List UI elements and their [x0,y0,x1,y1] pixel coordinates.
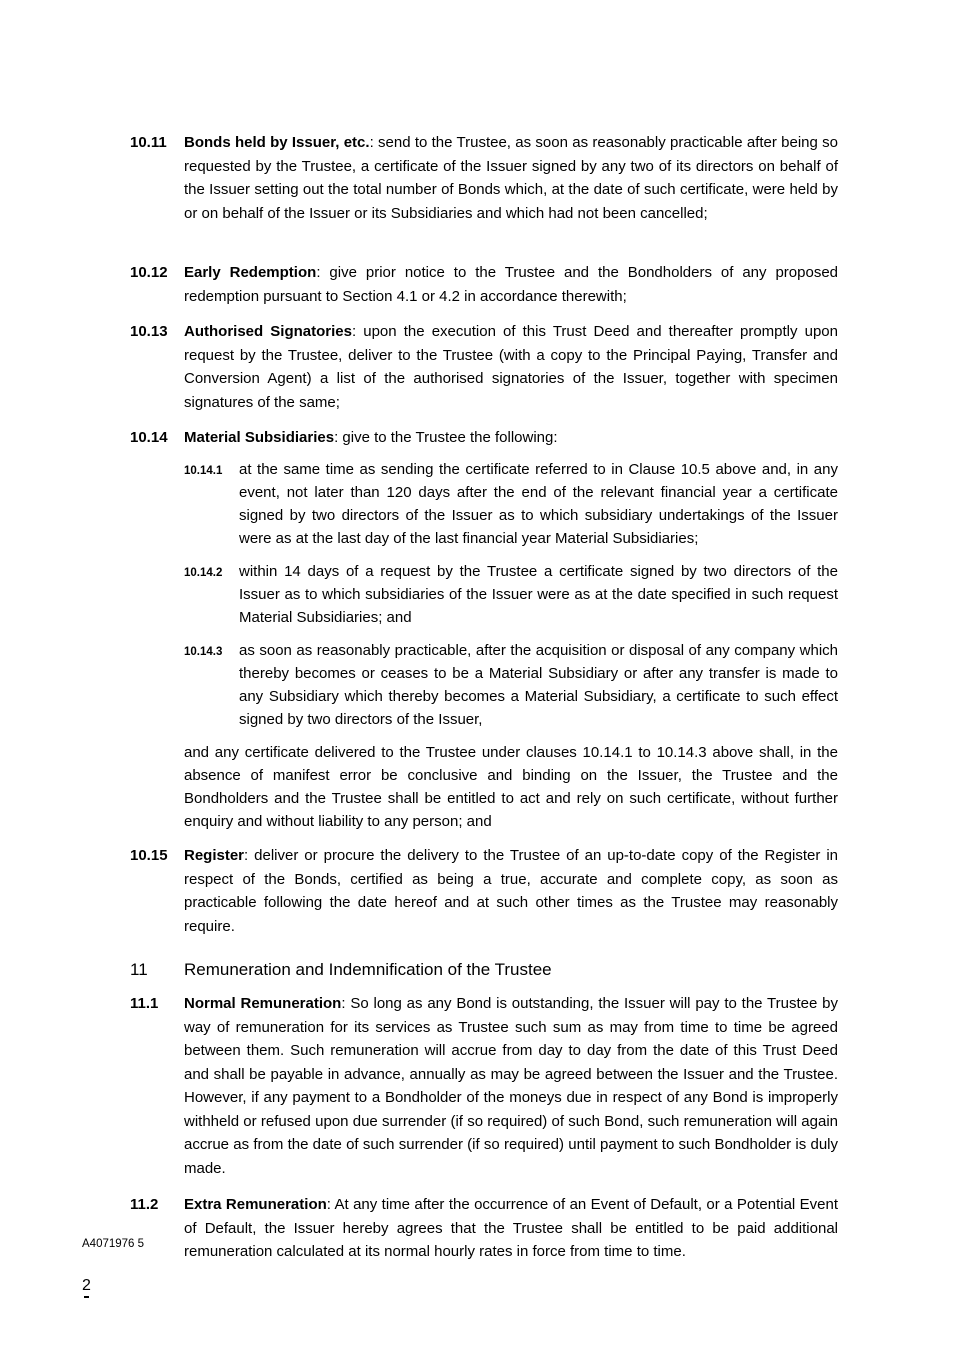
clause-number: 11.1 [130,995,159,1012]
clause-title: Normal Remuneration [184,995,342,1012]
section-title: Remuneration and Indemnification of the Trustee [184,960,552,979]
subclause-number: 10.14.3 [184,646,223,658]
clause-10-12 [130,261,838,308]
clause-text: : At any time after the occurrence of an Event of Default, or a Potential Event of Default, the Issuer hereby agrees that the Trustee shall be entitled to be paid additional remuneration calculated at its normal hourly rates in force from time to time. [184,1196,839,1260]
clause-text: : send to the Trustee, as soon as reasonably practicable after being so requested by the Trustee, a certificate of the Issuer signed by any two of its directors on behalf of the Issuer setting out the total number of Bonds which, at the date of such certificate, were held by or on behalf of the Issuer or its Subsidiaries and which had not been cancelled; [184,134,838,222]
clause-text: : give to the Trustee the following: [334,429,558,446]
clause-10-14-closing-paragraph: and any certificate delivered to the Trustee under clauses 10.14.1 to 10.14.3 above shall, in the absence of manifest error be conclusive and binding on the Issuer, the Trustee and the Bondholders and the Trustee shall be entitled to act and rely on such certificate, without further enquiry and without liability to any person; and [184,744,838,830]
clause-11-2 [130,1193,838,1264]
clause-title: Early Redemption [184,264,317,281]
subclause-10-14-2 [184,560,838,629]
clause-10-13 [130,320,838,414]
subclause-text: as soon as reasonably practicable, after the acquisition or disposal of any company which thereby becomes or ceases to be a Material Subsidiary or after any transfer is made to any Subsidiary which thereby becomes a Material Subsidiary, a certificate to such effect signed by two directors of the Issuer, [239,642,838,728]
clause-title: Register [184,847,245,864]
section-number: 11 [130,960,148,979]
subclause-10-14-3 [184,639,838,731]
subclause-10-14-1 [184,458,838,550]
page-number: 2 [82,1277,91,1294]
clause-title: Authorised Signatories [184,323,352,340]
section-heading-11 [130,958,838,982]
clause-11-1 [130,992,838,1180]
clause-title: Bonds held by Issuer, etc. [184,134,370,151]
document-reference: A4071976 5 [82,1238,145,1250]
clause-number: 11.2 [130,1196,159,1213]
clause-text: : So long as any Bond is outstanding, the Issuer will pay to the Trustee by way of remuneration for its services as Trustee such sum as may from time to time be agreed between them. Such remuneration will accrue from day to day from the date of this Trust Deed and shall be payable in advance, annually as may be agreed between the Issuer and the Trustee. However, if any payment to a Bondholder of the moneys due in respect of any Bond is improperly withheld or refused upon due surrender (if so required) of such Bond, such remuneration will again accrue as from the date of such surrender (if so required) until payment to such Bondholder is duly made. [184,995,838,1177]
clause-10-15 [130,844,838,938]
clause-text: : deliver or procure the delivery to the Trustee of an up-to-date copy of the Register in respect of the Bonds, certified as being a true, accurate and complete copy, as soon as practicable following the date hereof and at such other times as the Trustee may reasonably require. [184,847,838,935]
clause-title: Extra Remuneration [184,1196,327,1213]
subclause-text: within 14 days of a request by the Trustee a certificate signed by two directors of the Issuer as to which subsidiaries of the Issuer were as at the date specified in such request Material Subsidiaries; and [239,563,838,626]
clause-number: 10.15 [130,847,168,864]
clause-number: 10.12 [130,264,168,281]
clause-number: 10.14 [130,429,168,446]
clause-number: 10.13 [130,323,168,340]
subclause-number: 10.14.1 [184,465,223,477]
subclause-text: at the same time as sending the certificate referred to in Clause 10.5 above and, in any event, not later than 120 days after the end of the relevant financial year a certificate signed by two directors of the Issuer as to which subsidiary undertakings of the Issuer were as at the last day of the last financial year Material Subsidiaries; [239,461,838,547]
clause-number: 10.11 [130,134,167,151]
clause-10-11 [130,131,838,225]
subclause-number: 10.14.2 [184,567,223,579]
clause-10-14 [130,426,838,450]
page-number-underline [84,1296,89,1298]
clause-text: : upon the execution of this Trust Deed and thereafter promptly upon request by the Trustee, deliver to the Trustee (with a copy to the Principal Paying, Transfer and Conversion Agent) a list of the authorised signatories of the Issuer, together with specimen signatures of the same; [184,323,838,411]
clause-title: Material Subsidiaries [184,429,335,446]
clause-text: : give prior notice to the Trustee and the Bondholders of any proposed redemption pursuant to Section 4.1 or 4.2 in accordance therewith; [184,264,839,305]
